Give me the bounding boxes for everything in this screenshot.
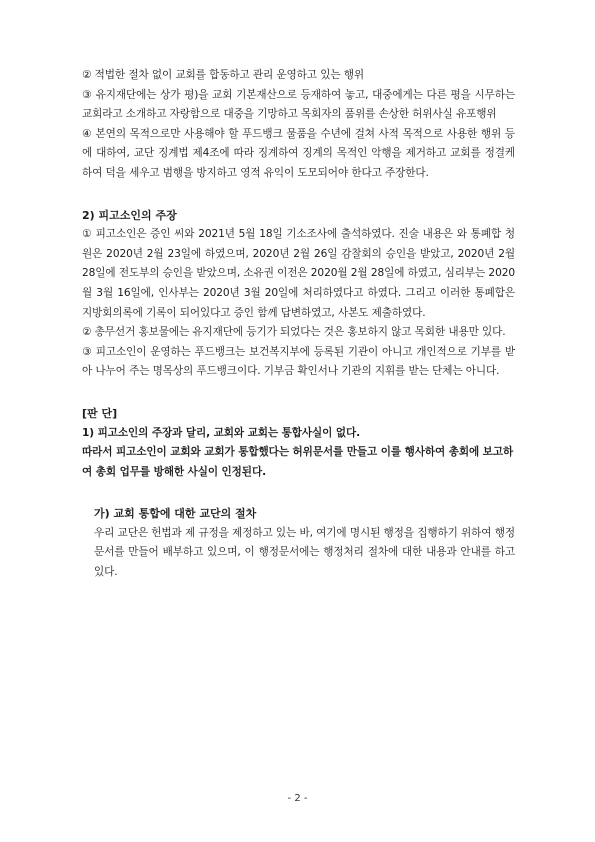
subsection-heading: 가) 교회 통합에 대한 교단의 절차 — [94, 507, 257, 521]
respondent-claim-3: ③ 피고소인이 운영하는 푸드뱅크는 보건복지부에 등록된 기관이 아니고 개인적으로 기부를 받아 나누어 주는 명목상의 푸드뱅크이다. 기부금 확인서나 기관의 지휘를 받는 단체는 아니다. — [82, 345, 515, 378]
item-3-paragraph: ③ 유지재단에는 상가 평)을 교회 기본재산으로 등재하여 놓고, 대중에게는 다른 평을 시무하는 교회라고 소개하고 자랑함으로 대중을 기망하고 목회자의 품위를 손상한 허위사실 유포행위 — [82, 88, 515, 121]
spacer — [82, 382, 515, 404]
item-2-paragraph: ② 적법한 절차 없이 교회를 합동하고 관리 운영하고 있는 행위 — [82, 69, 365, 81]
respondent-claim-2: ② 총무선거 홍보물에는 유지재단에 등기가 되었다는 것은 홍보하지 않고 목회한 내용만 있다. — [82, 326, 506, 339]
judgment-heading: [판 단] — [82, 406, 118, 420]
item-4-paragraph: ④ 본연의 목적으로만 사용해야 할 푸드뱅크 물품을 수년에 걸쳐 사적 목적으로 사용한 행위 등에 대하여, 교단 징계법 제4조에 따라 징계하여 징계의 목적인 악행을 제거하고 교회를 정결케 하여 덕을 세우고 범행을 방지하고 영적 유익이 도모되어야 한다고 주장한다. — [82, 127, 515, 179]
spacer — [82, 184, 515, 206]
respondent-claim-1: ① 피고소인은 증인 씨와 2021년 5월 18일 기소조사에 출석하였다. 진술 내용은 와 통폐합 청원은 2020년 2월 23일에 하였으며, 2020년 2월 26일 감찰회의 승인을 받았고, 2020년 2월 28일에 전도부의 승인을 받았으며, 소유권 이전은 2020월 2월 28일에 하였고, 심리부는 2020월 3월 16일에, 인사부는 2020년 3월 20일에 처리하였다고 하였다. 그리고 이러한 통폐합은 지방회의록에 기록이 되어있다고 증인 함께 답변하였고, 사본도 제출하였다. — [82, 228, 515, 319]
spacer — [82, 482, 515, 504]
procedure-paragraph: 우리 교단은 헌법과 제 규정을 제정하고 있는 바, 여기에 명시된 행정을 집행하기 위하여 행정문서를 만들어 배부하고 있으며, 이 행정문서에는 행정처리 절차에 대한 내용과 안내를 하고 있다. — [94, 526, 515, 579]
judgment-point-1: 1) 피고소인의 주장과 달리, 교회와 교회는 통합사실이 없다. — [82, 426, 361, 439]
page-number: - 2 - — [287, 793, 308, 804]
section-2-heading: 2) 피고소인의 주장 — [82, 208, 177, 222]
judgment-conclusion: 따라서 피고소인이 교회와 교회가 통합했다는 허위문서를 만들고 이를 행사하여 총회에 보고하여 총회 업무를 방해한 사실이 인정된다. — [82, 446, 514, 478]
